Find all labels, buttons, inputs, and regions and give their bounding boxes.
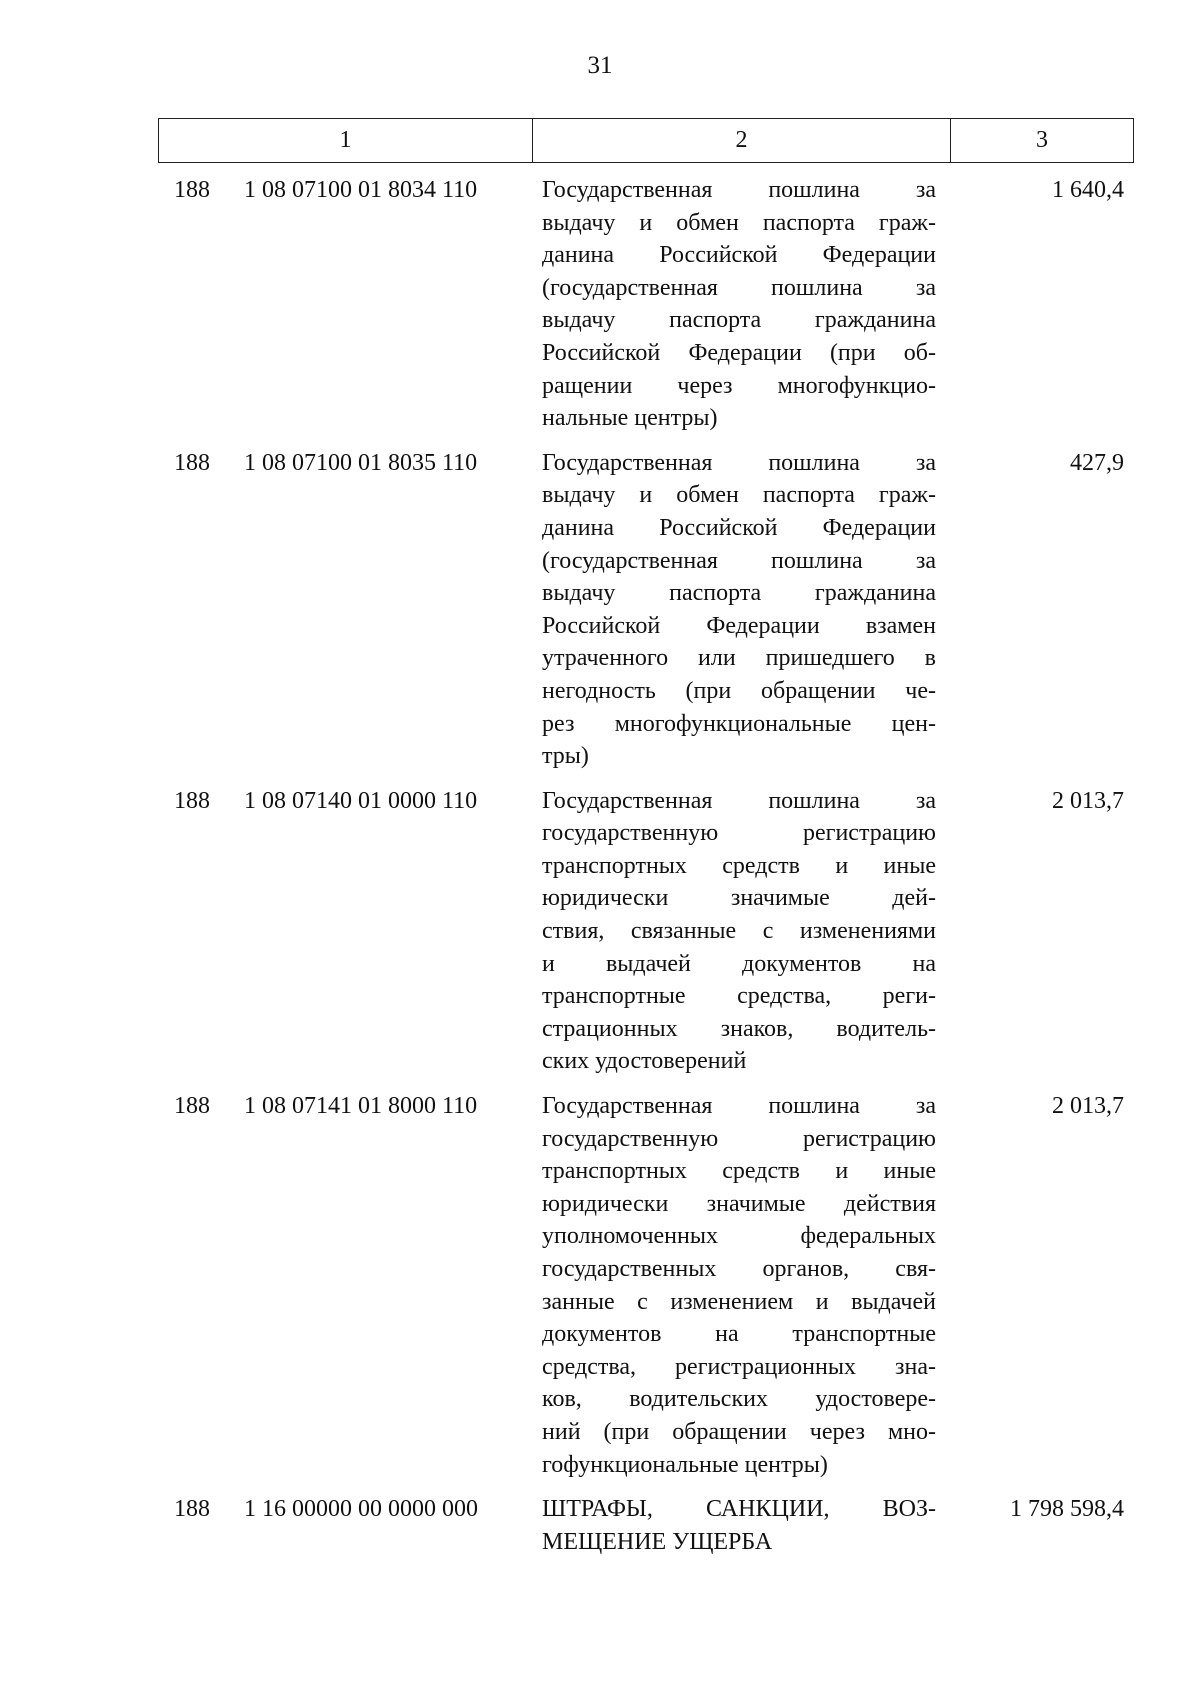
table-row: [0, 174, 1200, 435]
budget-classification-code: 1 08 07100 01 8035 110: [244, 449, 478, 476]
description-line: государственную регистрацию: [542, 820, 936, 847]
description-line: МЕЩЕНИЕ УЩЕРБА: [542, 1528, 773, 1555]
description-line: Российской Федерации (при об-: [542, 339, 936, 366]
description-line: страционных знаков, водитель-: [542, 1015, 936, 1042]
budget-classification-code: 1 08 07140 01 0000 110: [244, 787, 478, 814]
description-line: данина Российской Федерации: [542, 242, 936, 269]
description-line: тры): [542, 743, 589, 770]
description-line: выдачу паспорта гражданина: [542, 307, 936, 334]
admin-code: 188: [174, 1093, 210, 1120]
description-line: Государственная пошлина за: [542, 1093, 936, 1120]
income-description: [542, 1493, 936, 1558]
table-header: [158, 118, 1134, 163]
description-line: государственных органов, свя-: [542, 1256, 936, 1282]
income-description: [542, 174, 936, 435]
description-line: утраченного или пришедшего в: [542, 645, 936, 672]
description-line: ШТРАФЫ, САНКЦИИ, ВОЗ-: [542, 1496, 936, 1523]
budget-classification-code: 1 08 07100 01 8034 110: [244, 177, 478, 203]
description-line: транспортные средства, реги-: [542, 983, 936, 1010]
description-line: выдачу и обмен паспорта граж-: [542, 209, 936, 236]
description-line: негодность (при обращении че-: [542, 677, 936, 704]
header-col-1: 1: [159, 119, 533, 162]
budget-classification-code: 1 08 07141 01 8000 110: [244, 1093, 478, 1120]
income-description: [542, 785, 936, 1078]
budget-classification-code: 1 16 00000 00 0000 000: [244, 1496, 478, 1523]
admin-code: 188: [174, 787, 210, 814]
description-line: средства, регистрационных зна-: [542, 1353, 936, 1380]
income-description: [542, 447, 936, 773]
description-line: государственную регистрацию: [542, 1125, 936, 1152]
header-col-3: 3: [1036, 127, 1048, 153]
admin-code: 188: [174, 449, 210, 476]
amount: 2 013,7: [1052, 1093, 1124, 1120]
table-body: [0, 174, 1200, 1558]
description-line: ков, водительских удостовере-: [542, 1386, 936, 1413]
description-line: транспортных средств и иные: [542, 852, 936, 879]
header-col-2: 2: [533, 119, 951, 162]
table-row: [0, 1493, 1200, 1558]
description-line: выдачу и обмен паспорта граж-: [542, 482, 936, 509]
description-line: транспортных средств и иные: [542, 1158, 936, 1185]
description-line: (государственная пошлина за: [542, 547, 936, 574]
income-description: [542, 1090, 936, 1481]
amount: 2 013,7: [1052, 787, 1124, 814]
description-line: выдачу паспорта гражданина: [542, 580, 936, 607]
description-line: уполномоченных федеральных: [542, 1223, 936, 1250]
description-line: ских удостоверений: [542, 1048, 747, 1075]
description-line: занные с изменением и выдачей: [542, 1288, 936, 1315]
table-row: [0, 447, 1200, 773]
description-line: нальные центры): [542, 405, 718, 432]
description-line: юридически значимые действия: [542, 1190, 936, 1217]
description-line: документов на транспортные: [542, 1321, 936, 1348]
description-line: ствия, связанные с изменениями: [542, 918, 936, 945]
description-line: (государственная пошлина за: [542, 274, 936, 301]
table-row: [0, 785, 1200, 1078]
table-row: [0, 1090, 1200, 1481]
description-line: Государственная пошлина за: [542, 177, 936, 203]
description-line: рез многофункциональные цен-: [542, 710, 936, 737]
page-number: 31: [587, 52, 613, 79]
description-line: и выдачей документов на: [542, 950, 936, 977]
amount: 1 640,4: [1052, 177, 1124, 203]
amount: 427,9: [1070, 449, 1124, 476]
amount: 1 798 598,4: [1010, 1496, 1124, 1523]
description-line: гофункциональные центры): [542, 1451, 828, 1478]
description-line: Государственная пошлина за: [542, 787, 936, 814]
description-line: Российской Федерации взамен: [542, 612, 936, 639]
description-line: ращении через многофункцио-: [542, 372, 936, 399]
description-line: Государственная пошлина за: [542, 449, 936, 476]
description-line: юридически значимые дей-: [542, 885, 936, 912]
description-line: ний (при обращении через мно-: [542, 1418, 936, 1445]
admin-code: 188: [174, 177, 210, 203]
admin-code: 188: [174, 1496, 210, 1523]
description-line: данина Российской Федерации: [542, 514, 936, 541]
